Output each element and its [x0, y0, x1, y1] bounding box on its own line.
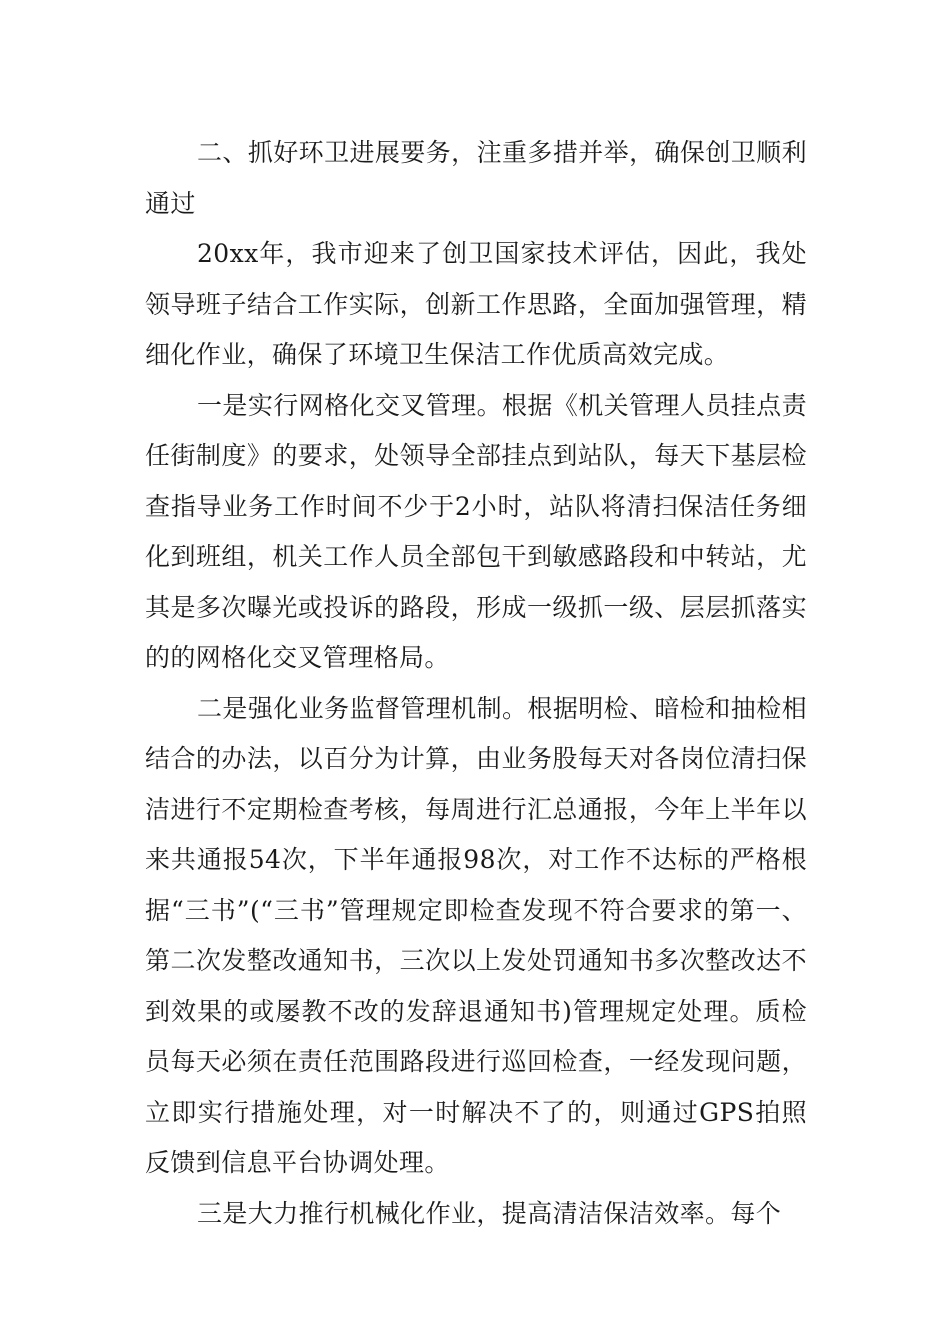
document-body	[145, 128, 807, 1239]
section-heading: 二、抓好环卫进展要务，注重多措并举，确保创卫顺利通过	[145, 138, 807, 218]
paragraph-supervision: 二是强化业务监督管理机制。根据明检、暗检和抽检相结合的办法，以百分为计算，由业务股每天对各岗位清扫保洁进行不定期检查考核，每周进行汇总通报，今年上半年以来共通报54次，下半年通报98次，对工作不达标的严格根据“三书”(“三书”管理规定即检查发现不符合要求的第一、第二次发整改通知书，三次以上发处罚通知书多次整改达不到效果的或屡教不改的发辞退通知书)管理规定处理。质检员每天必须在责任范围路段进行巡回检查，一经发现问题，立即实行措施处理，对一时解决不了的，则通过GPS拍照反馈到信息平台协调处理。	[145, 693, 807, 1177]
paragraph-grid-management: 一是实行网格化交叉管理。根据《机关管理人员挂点责任街制度》的要求，处领导全部挂点到站队，每天下基层检查指导业务工作时间不少于2小时，站队将清扫保洁任务细化到班组，机关工作人员全部包干到敏感路段和中转站，尤其是多次曝光或投诉的路段，形成一级抓一级、层层抓落实的的网格化交叉管理格局。	[145, 390, 807, 672]
paragraph-intro: 20xx年，我市迎来了创卫国家技术评估，因此，我处领导班子结合工作实际，创新工作思路，全面加强管理，精细化作业，确保了环境卫生保洁工作优质高效完成。	[145, 239, 807, 369]
paragraph-mechanization: 三是大力推行机械化作业，提高清洁保洁效率。每个	[197, 1198, 782, 1228]
